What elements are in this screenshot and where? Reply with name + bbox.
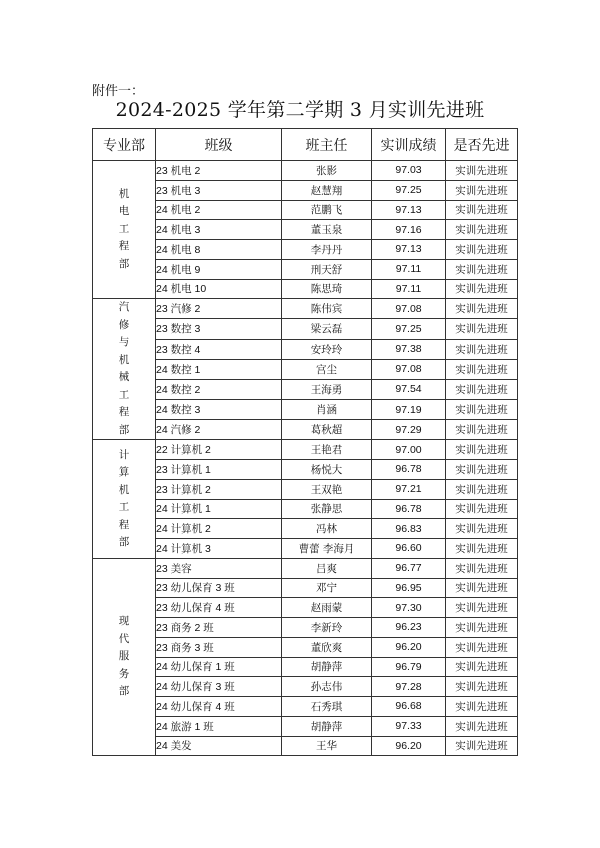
teacher-cell: 孙志伟	[282, 677, 372, 697]
class-cell: 24 数控 2	[156, 379, 282, 399]
advanced-cell: 实训先进班	[446, 657, 518, 677]
score-cell: 97.16	[372, 220, 446, 240]
teacher-cell: 石秀琪	[282, 697, 372, 717]
advanced-class-table	[92, 128, 518, 756]
table-row	[93, 479, 518, 499]
advanced-cell: 实训先进班	[446, 479, 518, 499]
class-cell: 23 计算机 1	[156, 460, 282, 480]
class-cell: 24 旅游 1 班	[156, 716, 282, 736]
advanced-cell: 实训先进班	[446, 539, 518, 559]
class-cell: 22 计算机 2	[156, 440, 282, 460]
advanced-cell: 实训先进班	[446, 460, 518, 480]
table-row	[93, 716, 518, 736]
teacher-cell: 赵慧翔	[282, 180, 372, 200]
table-row	[93, 637, 518, 657]
teacher-cell: 吕爽	[282, 558, 372, 578]
advanced-cell: 实训先进班	[446, 299, 518, 319]
score-cell: 97.25	[372, 319, 446, 339]
class-cell: 23 汽修 2	[156, 299, 282, 319]
score-cell: 97.08	[372, 299, 446, 319]
score-cell: 96.78	[372, 460, 446, 480]
department-cell	[93, 299, 156, 440]
score-cell: 97.11	[372, 259, 446, 279]
department-cell	[93, 161, 156, 299]
score-cell: 96.20	[372, 736, 446, 756]
department-cell	[93, 440, 156, 559]
class-cell: 24 美发	[156, 736, 282, 756]
advanced-cell: 实训先进班	[446, 697, 518, 717]
table-row	[93, 399, 518, 419]
score-cell: 97.38	[372, 339, 446, 359]
class-cell: 24 幼儿保育 4 班	[156, 697, 282, 717]
advanced-cell: 实训先进班	[446, 319, 518, 339]
teacher-cell: 梁云磊	[282, 319, 372, 339]
advanced-cell: 实训先进班	[446, 558, 518, 578]
teacher-cell: 宫尘	[282, 359, 372, 379]
teacher-cell: 陈思琦	[282, 279, 372, 299]
table-row	[93, 736, 518, 756]
table-row	[93, 259, 518, 279]
page-title: 2024-2025 学年第二学期 3 月实训先进班	[115, 99, 485, 121]
table-row	[93, 460, 518, 480]
advanced-cell: 实训先进班	[446, 637, 518, 657]
score-cell: 96.20	[372, 637, 446, 657]
advanced-cell: 实训先进班	[446, 379, 518, 399]
table-row	[93, 200, 518, 220]
teacher-cell: 张静思	[282, 499, 372, 519]
teacher-cell: 肖涵	[282, 399, 372, 419]
score-cell: 97.21	[372, 479, 446, 499]
teacher-cell: 冯林	[282, 519, 372, 539]
class-cell: 24 数控 1	[156, 359, 282, 379]
class-cell: 24 幼儿保育 1 班	[156, 657, 282, 677]
score-cell: 97.30	[372, 598, 446, 618]
header-row	[93, 129, 518, 161]
table-row	[93, 499, 518, 519]
score-cell: 96.68	[372, 697, 446, 717]
class-cell: 23 美容	[156, 558, 282, 578]
teacher-cell: 刑天舒	[282, 259, 372, 279]
table-body	[93, 161, 518, 756]
score-cell: 96.60	[372, 539, 446, 559]
department-name: 机电工程部	[118, 187, 130, 270]
score-cell: 96.23	[372, 618, 446, 638]
advanced-cell: 实训先进班	[446, 519, 518, 539]
table-row	[93, 657, 518, 677]
table-row	[93, 180, 518, 200]
class-cell: 24 计算机 3	[156, 539, 282, 559]
advanced-cell: 实训先进班	[446, 578, 518, 598]
score-cell: 97.54	[372, 379, 446, 399]
advanced-cell: 实训先进班	[446, 677, 518, 697]
teacher-cell: 张影	[282, 161, 372, 181]
table-row	[93, 379, 518, 399]
table-row	[93, 359, 518, 379]
department-name: 计算机工程部	[118, 448, 130, 548]
teacher-cell: 王艳君	[282, 440, 372, 460]
class-cell: 24 汽修 2	[156, 420, 282, 440]
score-cell: 97.19	[372, 399, 446, 419]
advanced-cell: 实训先进班	[446, 440, 518, 460]
header-teacher: 班主任	[282, 129, 372, 161]
table-row	[93, 558, 518, 578]
class-cell: 24 机电 10	[156, 279, 282, 299]
teacher-cell: 董欣爽	[282, 637, 372, 657]
advanced-cell: 实训先进班	[446, 420, 518, 440]
advanced-cell: 实训先进班	[446, 399, 518, 419]
table-row	[93, 618, 518, 638]
advanced-cell: 实训先进班	[446, 180, 518, 200]
teacher-cell: 胡静萍	[282, 716, 372, 736]
header-score: 实训成绩	[372, 129, 446, 161]
table-row	[93, 240, 518, 260]
attachment-label: 附件一：	[92, 84, 145, 99]
class-cell: 23 数控 4	[156, 339, 282, 359]
score-cell: 97.08	[372, 359, 446, 379]
table-row	[93, 697, 518, 717]
table-row	[93, 598, 518, 618]
class-cell: 24 机电 2	[156, 200, 282, 220]
class-cell: 23 机电 2	[156, 161, 282, 181]
class-cell: 24 计算机 1	[156, 499, 282, 519]
score-cell: 97.29	[372, 420, 446, 440]
advanced-cell: 实训先进班	[446, 359, 518, 379]
class-cell: 24 机电 9	[156, 259, 282, 279]
table-row	[93, 299, 518, 319]
teacher-cell: 曹蕾 李海月	[282, 539, 372, 559]
class-cell: 23 计算机 2	[156, 479, 282, 499]
advanced-cell: 实训先进班	[446, 259, 518, 279]
table-row	[93, 339, 518, 359]
table-row	[93, 578, 518, 598]
score-cell: 96.83	[372, 519, 446, 539]
advanced-cell: 实训先进班	[446, 220, 518, 240]
teacher-cell: 李丹丹	[282, 240, 372, 260]
class-cell: 24 数控 3	[156, 399, 282, 419]
advanced-cell: 实训先进班	[446, 598, 518, 618]
score-cell: 96.79	[372, 657, 446, 677]
class-cell: 23 商务 2 班	[156, 618, 282, 638]
teacher-cell: 胡静萍	[282, 657, 372, 677]
table-row	[93, 279, 518, 299]
teacher-cell: 赵雨蒙	[282, 598, 372, 618]
teacher-cell: 葛秋超	[282, 420, 372, 440]
table-row	[93, 519, 518, 539]
score-cell: 97.11	[372, 279, 446, 299]
table-row	[93, 420, 518, 440]
class-cell: 23 商务 3 班	[156, 637, 282, 657]
class-cell: 24 机电 8	[156, 240, 282, 260]
table-row	[93, 677, 518, 697]
teacher-cell: 邓宁	[282, 578, 372, 598]
teacher-cell: 王华	[282, 736, 372, 756]
class-cell: 24 计算机 2	[156, 519, 282, 539]
score-cell: 96.95	[372, 578, 446, 598]
score-cell: 97.28	[372, 677, 446, 697]
advanced-cell: 实训先进班	[446, 339, 518, 359]
teacher-cell: 李新玲	[282, 618, 372, 638]
advanced-cell: 实训先进班	[446, 736, 518, 756]
score-cell: 97.33	[372, 716, 446, 736]
class-cell: 23 机电 3	[156, 180, 282, 200]
teacher-cell: 王海勇	[282, 379, 372, 399]
department-name: 现代服务部	[118, 615, 130, 698]
table-row	[93, 319, 518, 339]
table-row	[93, 539, 518, 559]
department-cell	[93, 558, 156, 756]
advanced-cell: 实训先进班	[446, 499, 518, 519]
score-cell: 97.00	[372, 440, 446, 460]
table-row	[93, 220, 518, 240]
score-cell: 97.25	[372, 180, 446, 200]
score-cell: 97.13	[372, 240, 446, 260]
table-row	[93, 440, 518, 460]
header-department: 专业部	[93, 129, 156, 161]
class-cell: 24 幼儿保育 3 班	[156, 677, 282, 697]
teacher-cell: 安玲玲	[282, 339, 372, 359]
advanced-cell: 实训先进班	[446, 161, 518, 181]
table-row	[93, 161, 518, 181]
advanced-cell: 实训先进班	[446, 618, 518, 638]
class-cell: 23 数控 3	[156, 319, 282, 339]
department-name: 汽修与机械工程部	[118, 301, 130, 436]
score-cell: 97.03	[372, 161, 446, 181]
header-advanced: 是否先进	[446, 129, 518, 161]
advanced-cell: 实训先进班	[446, 240, 518, 260]
advanced-cell: 实训先进班	[446, 200, 518, 220]
score-cell: 96.78	[372, 499, 446, 519]
class-cell: 23 幼儿保育 4 班	[156, 598, 282, 618]
advanced-cell: 实训先进班	[446, 279, 518, 299]
teacher-cell: 范鹏飞	[282, 200, 372, 220]
teacher-cell: 陈伟宾	[282, 299, 372, 319]
score-cell: 96.77	[372, 558, 446, 578]
teacher-cell: 王双艳	[282, 479, 372, 499]
header-class: 班级	[156, 129, 282, 161]
teacher-cell: 杨悦大	[282, 460, 372, 480]
class-cell: 24 机电 3	[156, 220, 282, 240]
teacher-cell: 董玉泉	[282, 220, 372, 240]
score-cell: 97.13	[372, 200, 446, 220]
class-cell: 23 幼儿保育 3 班	[156, 578, 282, 598]
advanced-cell: 实训先进班	[446, 716, 518, 736]
